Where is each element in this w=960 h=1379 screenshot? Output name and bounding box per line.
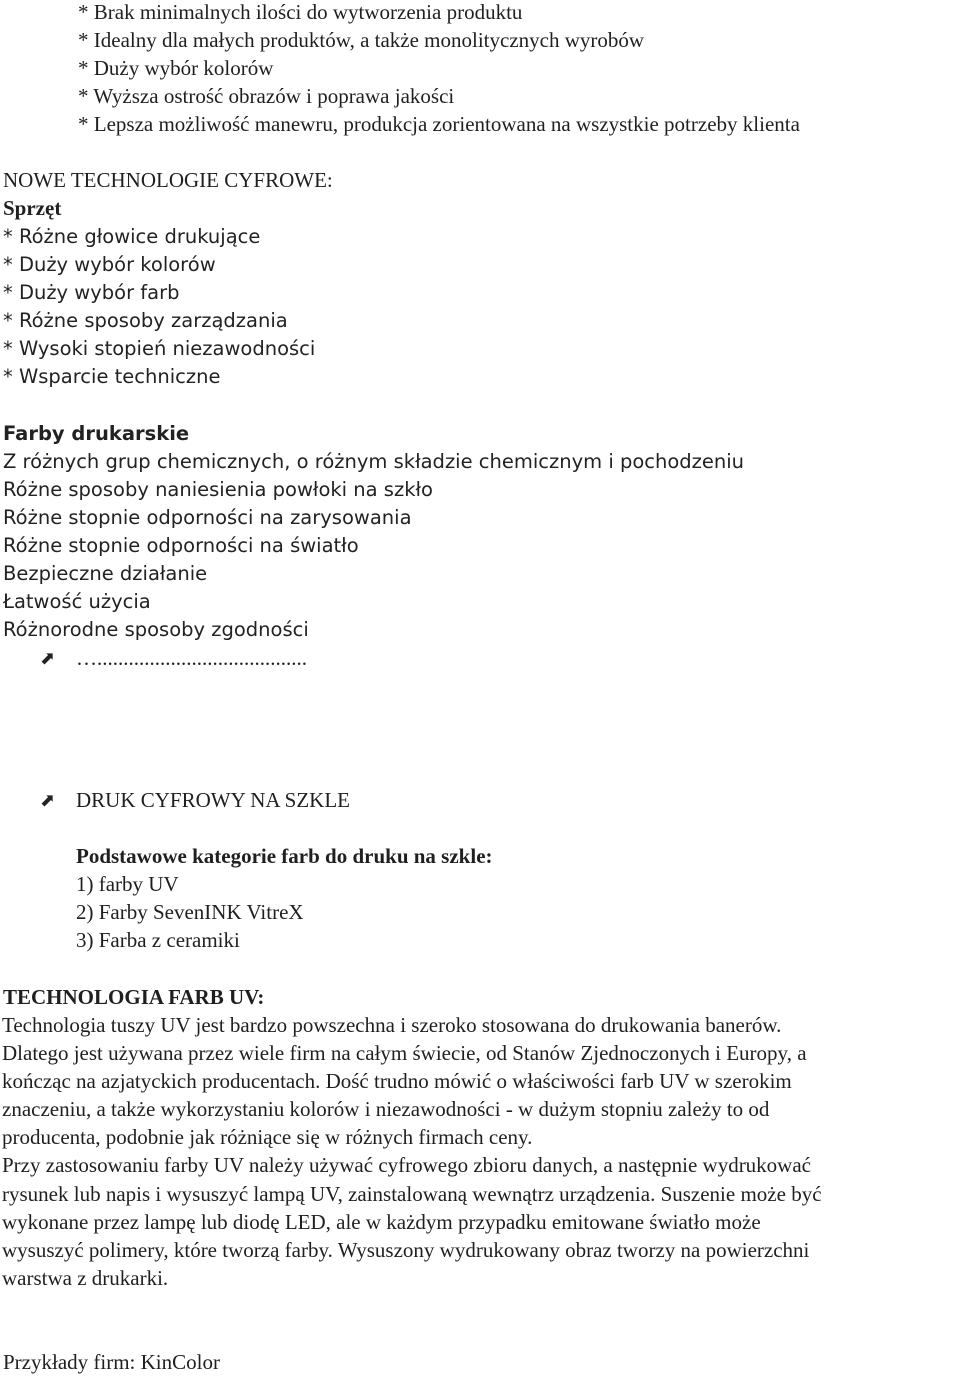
list-item: * Duży wybór kolorów: [3, 253, 216, 276]
paragraph-line: rysunek lub napis i wysuszyć lampą UV, zainstalowaną wewnątrz urządzenia. Suszenie może być: [2, 1182, 822, 1206]
bullet-icon: ⬈: [40, 790, 56, 810]
paragraph-line: warstwa z drukarki.: [2, 1266, 169, 1290]
paragraph-line: wysuszyć polimery, które tworzą farby. Wysuszony wydrukowany obraz tworzy na powierzchni: [2, 1238, 810, 1262]
bullet-icon: ⬈: [40, 648, 56, 668]
section-heading-farby: Farby drukarskie: [3, 422, 190, 445]
list-item: * Wsparcie techniczne: [3, 365, 221, 388]
list-item: * Różne głowice drukujące: [3, 225, 261, 248]
list-item: 2) Farby SevenINK VitreX: [76, 900, 304, 924]
section-heading-druk: DRUK CYFROWY NA SZKLE: [76, 788, 350, 812]
list-item: Różnorodne sposoby zgodności: [3, 618, 309, 641]
list-item: Łatwość użycia: [3, 590, 151, 613]
list-item: 3) Farba z ceramiki: [76, 928, 240, 952]
paragraph-line: wykonane przez lampę lub diodę LED, ale w każdym przypadku emitowane światło może: [2, 1210, 761, 1234]
list-item: 1) farby UV: [76, 872, 179, 896]
examples-line: Przykłady firm: KinColor: [3, 1350, 220, 1374]
top-list-item: * Brak minimalnych ilości do wytworzenia produktu: [78, 0, 523, 24]
paragraph-line: kończąc na azjatyckich producentach. Dość trudno mówić o właściwości farb UV w szerokim: [2, 1069, 792, 1093]
section-heading-nowe: NOWE TECHNOLOGIE CYFROWE:: [3, 168, 333, 192]
list-item: * Duży wybór farb: [3, 281, 180, 304]
paragraph-line: Technologia tuszy UV jest bardzo powszechna i szeroko stosowana do drukowania banerów.: [2, 1013, 782, 1037]
list-item: Bezpieczne działanie: [3, 562, 208, 585]
subheading-kategorie: Podstawowe kategorie farb do druku na szkle:: [76, 844, 493, 868]
list-item: Różne stopnie odporności na światło: [3, 534, 359, 557]
top-list-item: * Duży wybór kolorów: [78, 56, 274, 80]
ellipsis-text: …........................................: [76, 646, 307, 670]
paragraph-line: Przy zastosowaniu farby UV należy używać cyfrowego zbioru danych, a następnie wydrukować: [2, 1153, 811, 1177]
subheading-sprzet: Sprzęt: [3, 196, 62, 220]
paragraph-line: znaczeniu, a także wykorzystaniu kolorów i niezawodności - w dużym stopniu zależy to od: [2, 1097, 770, 1121]
list-item: * Wysoki stopień niezawodności: [3, 337, 316, 360]
section-heading-uv: TECHNOLOGIA FARB UV:: [3, 985, 265, 1009]
list-item: Z różnych grup chemicznych, o różnym składzie chemicznym i pochodzeniu: [3, 450, 745, 473]
top-list-item: * Wyższa ostrość obrazów i poprawa jakości: [78, 84, 455, 108]
top-list-item: * Idealny dla małych produktów, a także monolitycznych wyrobów: [78, 28, 645, 52]
top-list-item: * Lepsza możliwość manewru, produkcja zorientowana na wszystkie potrzeby klienta: [78, 112, 800, 136]
paragraph-line: producenta, podobnie jak różniące się w różnych firmach ceny.: [2, 1125, 533, 1149]
list-item: * Różne sposoby zarządzania: [3, 309, 288, 332]
paragraph-line: Dlatego jest używana przez wiele firm na całym świecie, od Stanów Zjednoczonych i Europy, a: [2, 1041, 807, 1065]
list-item: Różne stopnie odporności na zarysowania: [3, 506, 412, 529]
list-item: Różne sposoby naniesienia powłoki na szkło: [3, 478, 433, 501]
